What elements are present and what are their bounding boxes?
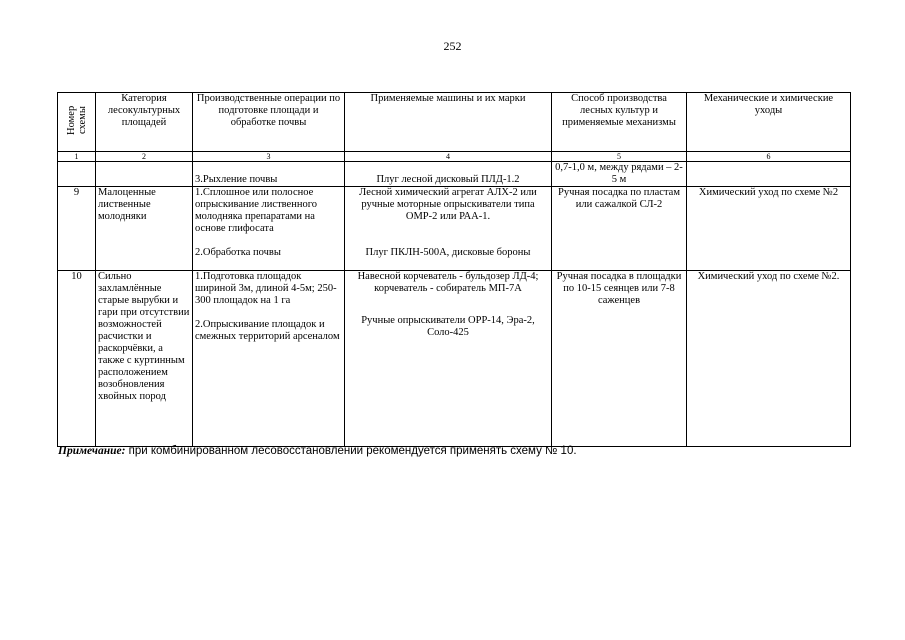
header-care: Механические и химические уходы bbox=[687, 93, 851, 152]
operation-1: 1.Подготовка площадок шириной 3м, длиной 4-5м; 250-300 площадок на 1 га bbox=[195, 271, 337, 306]
table-row-scheme-10 bbox=[58, 271, 851, 447]
machine-1: Навесной корчеватель - бульдозер ЛД-4; корчеватель - собиратель МП-7А bbox=[357, 271, 539, 294]
machine-2: Ручные опрыскиватели ОРР-14, Эра-2, Соло-425 bbox=[361, 315, 535, 338]
column-number-row bbox=[58, 152, 851, 162]
operation-2: 2.Обработка почвы bbox=[195, 247, 281, 258]
care: Химический уход по схеме №2 bbox=[687, 187, 851, 271]
header-machines: Применяемые машины и их марки bbox=[345, 93, 552, 152]
operation-2: 2.Опрыскивание площадок и смежных территорий арсеналом bbox=[195, 319, 340, 342]
machine-2: Плуг ПКЛН-500А, дисковые бороны bbox=[365, 247, 531, 258]
col-number: 4 bbox=[345, 152, 552, 162]
machine-1: Лесной химический агрегат АЛХ-2 или ручные моторные опрыскиватели типа ОМР-2 или РАА-1. bbox=[359, 187, 537, 222]
machines bbox=[345, 271, 552, 447]
col-number: 5 bbox=[552, 152, 687, 162]
schemes-table bbox=[57, 92, 851, 447]
op-loosening: 3.Рыхление почвы bbox=[193, 162, 345, 187]
category: Сильно захламлённые старые вырубки и гари при отсутствии возможностей расчистки и раскорчёвки, а также с куртинным расположением возобновления хвойных пород bbox=[96, 271, 193, 447]
operations bbox=[193, 187, 345, 271]
col-number: 3 bbox=[193, 152, 345, 162]
footnote-text: при комбинированном лесовосстановлении рекомендуется применять схему № 10. bbox=[125, 445, 577, 457]
footnote bbox=[58, 445, 577, 457]
header-scheme-number: Номер схемы bbox=[58, 93, 96, 152]
footnote-label: Примечание: bbox=[58, 445, 126, 457]
scheme-number: 9 bbox=[58, 187, 96, 271]
method-spacing: 0,7-1,0 м, между рядами – 2-5 м bbox=[552, 162, 687, 187]
care: Химический уход по схеме №2. bbox=[687, 271, 851, 447]
method: Ручная посадка в площадки по 10-15 сеянцев или 7-8 саженцев bbox=[552, 271, 687, 447]
col-number: 2 bbox=[96, 152, 193, 162]
table-row-continuation bbox=[58, 162, 851, 187]
header-category: Категория лесокультурных площадей bbox=[96, 93, 193, 152]
col-number: 1 bbox=[58, 152, 96, 162]
operation-1: 1.Сплошное или полосное опрыскивание лиственного молодняка препаратами на основе глифосата bbox=[195, 187, 318, 234]
machines bbox=[345, 187, 552, 271]
table-row-scheme-9 bbox=[58, 187, 851, 271]
col-number: 6 bbox=[687, 152, 851, 162]
header-method: Способ производства лесных культур и применяемые механизмы bbox=[552, 93, 687, 152]
operations bbox=[193, 271, 345, 447]
scheme-number: 10 bbox=[58, 271, 96, 447]
page-number: 252 bbox=[443, 39, 462, 53]
machine-plow: Плуг лесной дисковый ПЛД-1.2 bbox=[345, 162, 552, 187]
table-header-row bbox=[58, 93, 851, 152]
category: Малоценные лиственные молодняки bbox=[96, 187, 193, 271]
method: Ручная посадка по пластам или сажалкой СЛ-2 bbox=[552, 187, 687, 271]
header-operations: Производственные операции по подготовке площади и обработке почвы bbox=[193, 93, 345, 152]
